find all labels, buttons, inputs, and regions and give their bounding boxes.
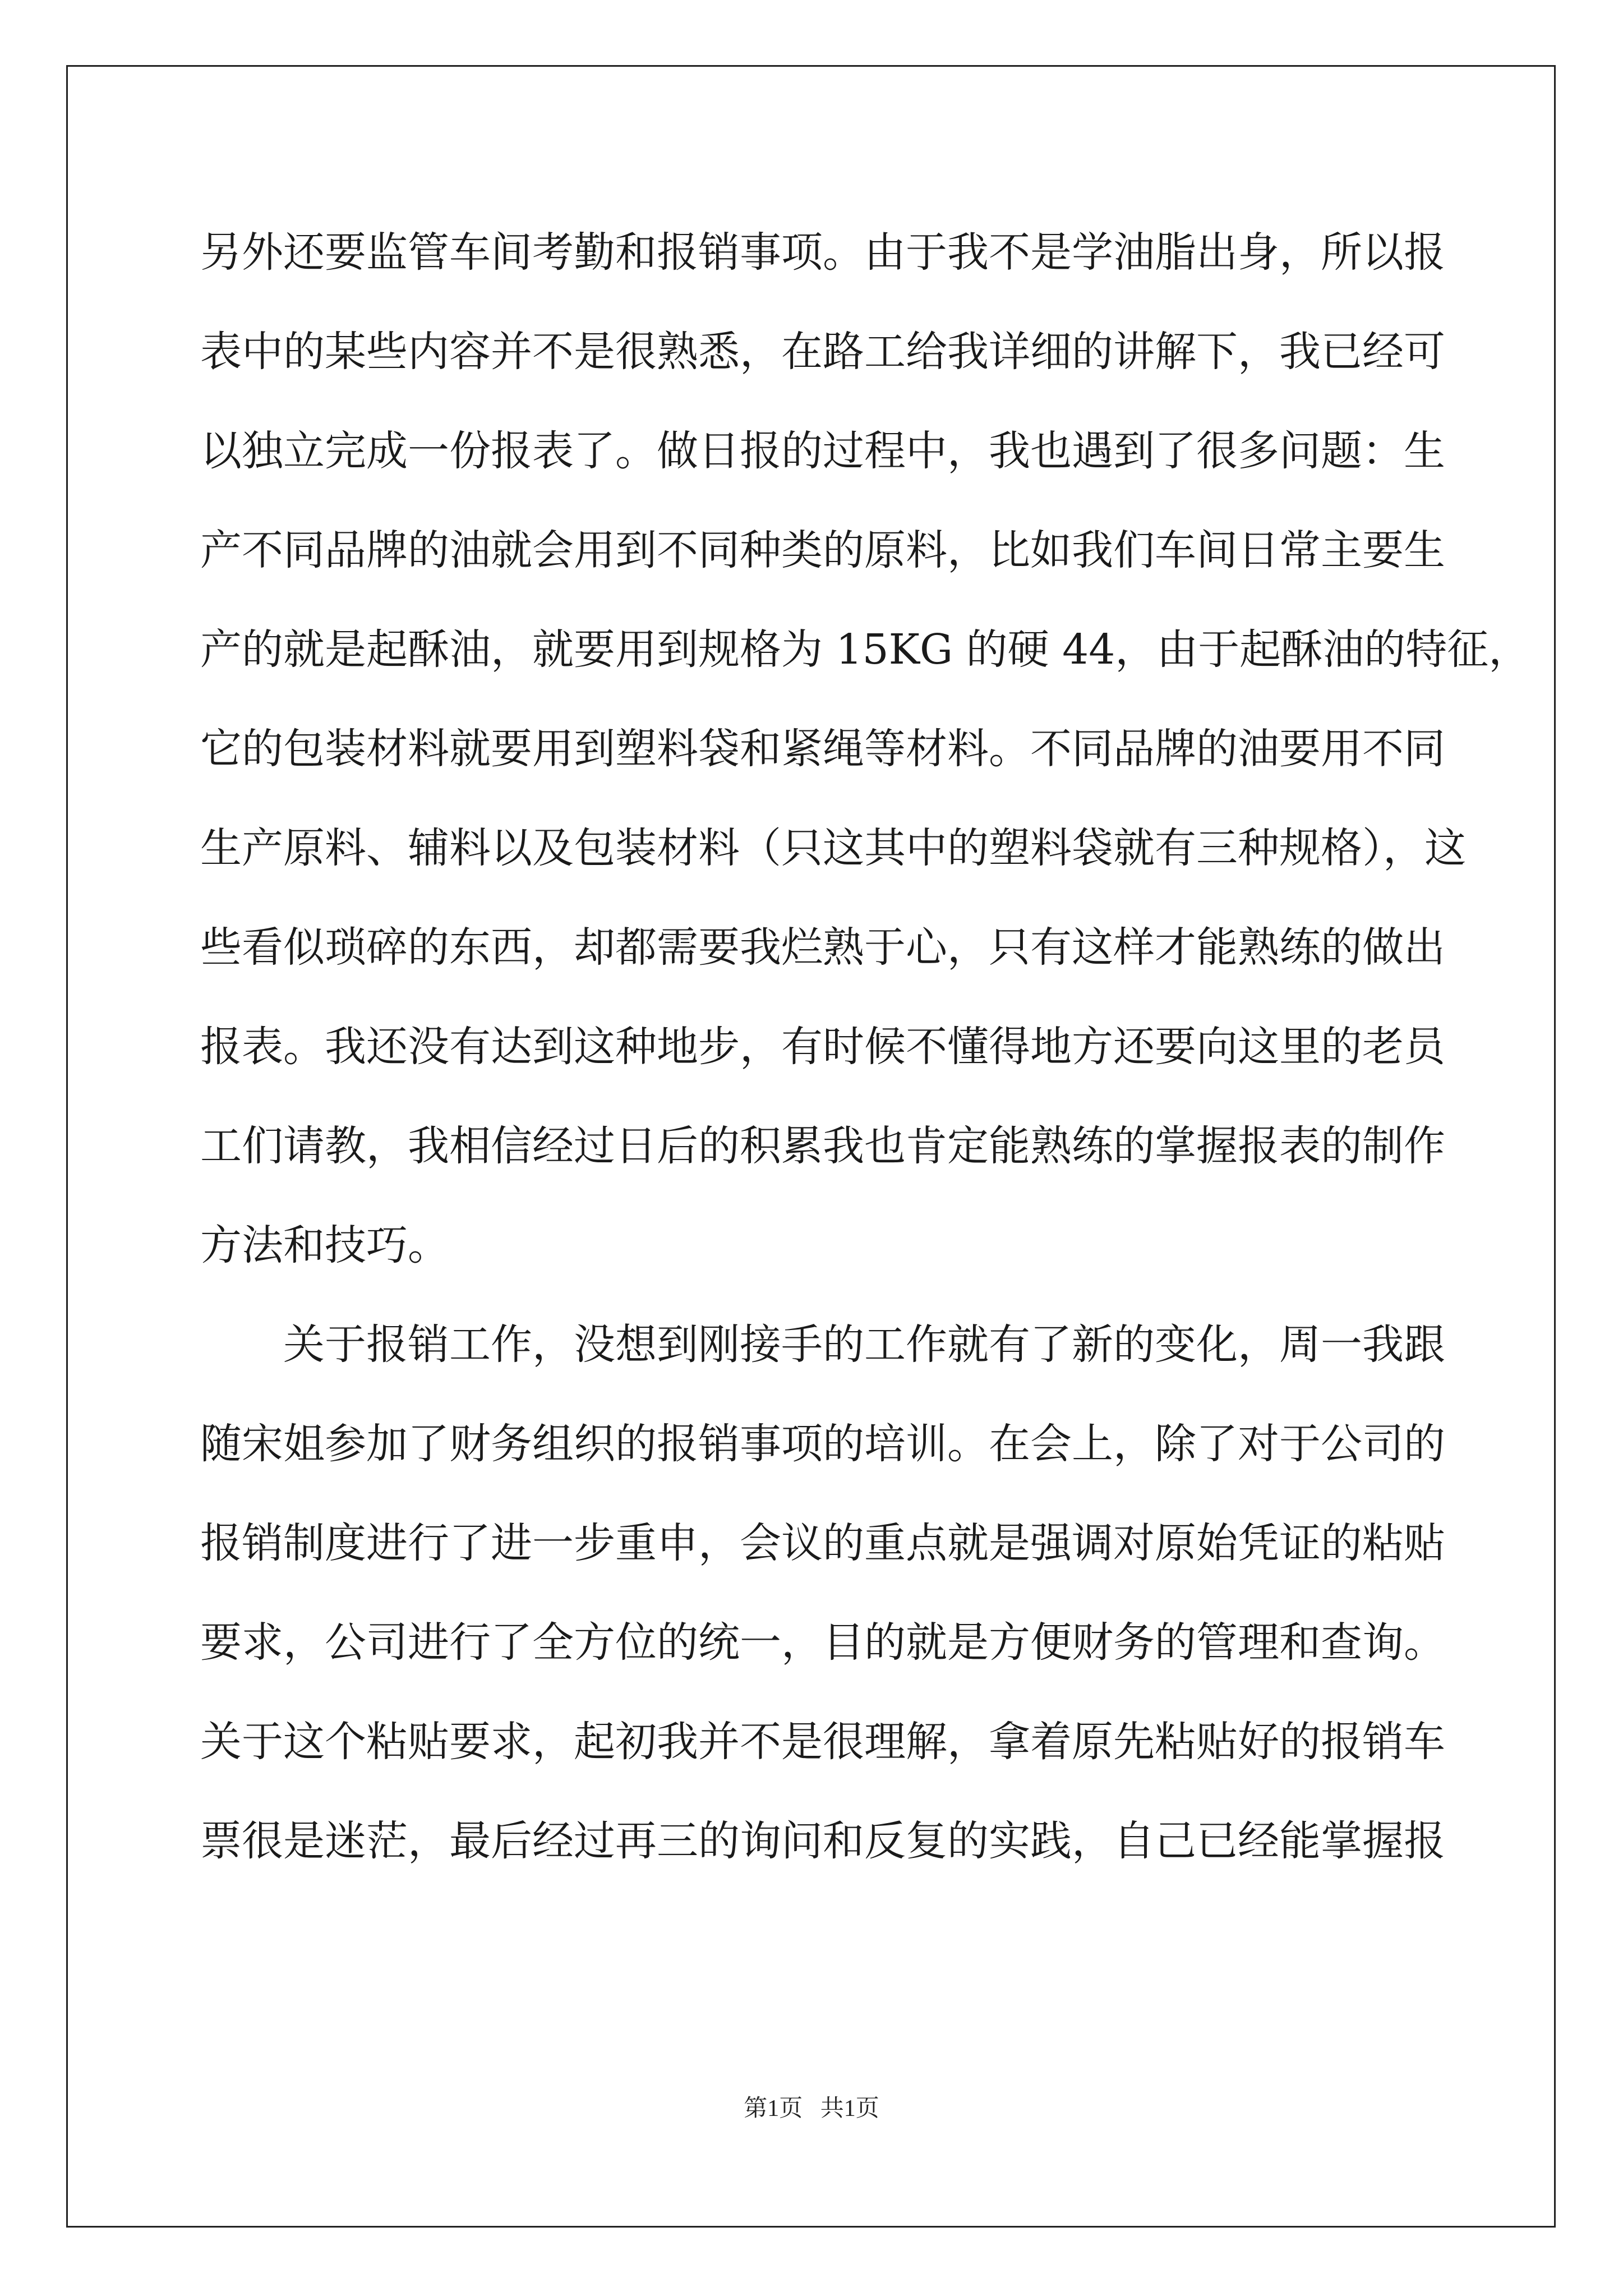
text-line: 表中的某些内容并不是很熟悉，在路工给我详细的讲解下，我已经可: [200, 328, 1445, 376]
paragraph-end-line: 方法和技巧。: [200, 1221, 449, 1269]
paragraph-start-line: 关于报销工作，没想到刚接手的工作就有了新的变化，周一我跟: [283, 1320, 1445, 1369]
text-line: 报表。我还没有达到这种地步，有时候不懂得地方还要向这里的老员: [200, 1023, 1445, 1071]
text-line: 随宋姐参加了财务组织的报销事项的培训。在会上，除了对于公司的: [200, 1420, 1445, 1468]
text-line: 产不同品牌的油就会用到不同种类的原料，比如我们车间日常主要生: [200, 526, 1445, 574]
text-line: 产的就是起酥油，就要用到规格为 15KG 的硬 44，由于起酥油的特征，: [200, 625, 1530, 674]
text-line: 另外还要监管车间考勤和报销事项。由于我不是学油脂出身，所以报: [200, 228, 1445, 277]
text-line: 票很是迷茫，最后经过再三的询问和反复的实践，自己已经能掌握报: [200, 1817, 1445, 1865]
text-line: 报销制度进行了进一步重申，会议的重点就是强调对原始凭证的粘贴: [200, 1519, 1445, 1567]
text-line: 些看似琐碎的东西，却都需要我烂熟于心，只有这样才能熟练的做出: [200, 923, 1445, 972]
text-line: 以独立完成一份报表了。做日报的过程中，我也遇到了很多问题：生: [200, 427, 1445, 475]
text-line: 工们请教，我相信经过日后的积累我也肯定能熟练的掌握报表的制作: [200, 1122, 1445, 1170]
text-line: 生产原料、辅料以及包装材料（只这其中的塑料袋就有三种规格），这: [200, 824, 1466, 872]
page-number-footer: 第1页 共1页: [744, 2096, 879, 2122]
text-line: 它的包装材料就要用到塑料袋和紧绳等材料。不同品牌的油要用不同: [200, 725, 1445, 773]
text-line: 关于这个粘贴要求，起初我并不是很理解，拿着原先粘贴好的报销车: [200, 1718, 1445, 1766]
text-line: 要求，公司进行了全方位的统一，目的就是方便财务的管理和查询。: [200, 1618, 1445, 1667]
document-body: [200, 219, 1530, 1907]
